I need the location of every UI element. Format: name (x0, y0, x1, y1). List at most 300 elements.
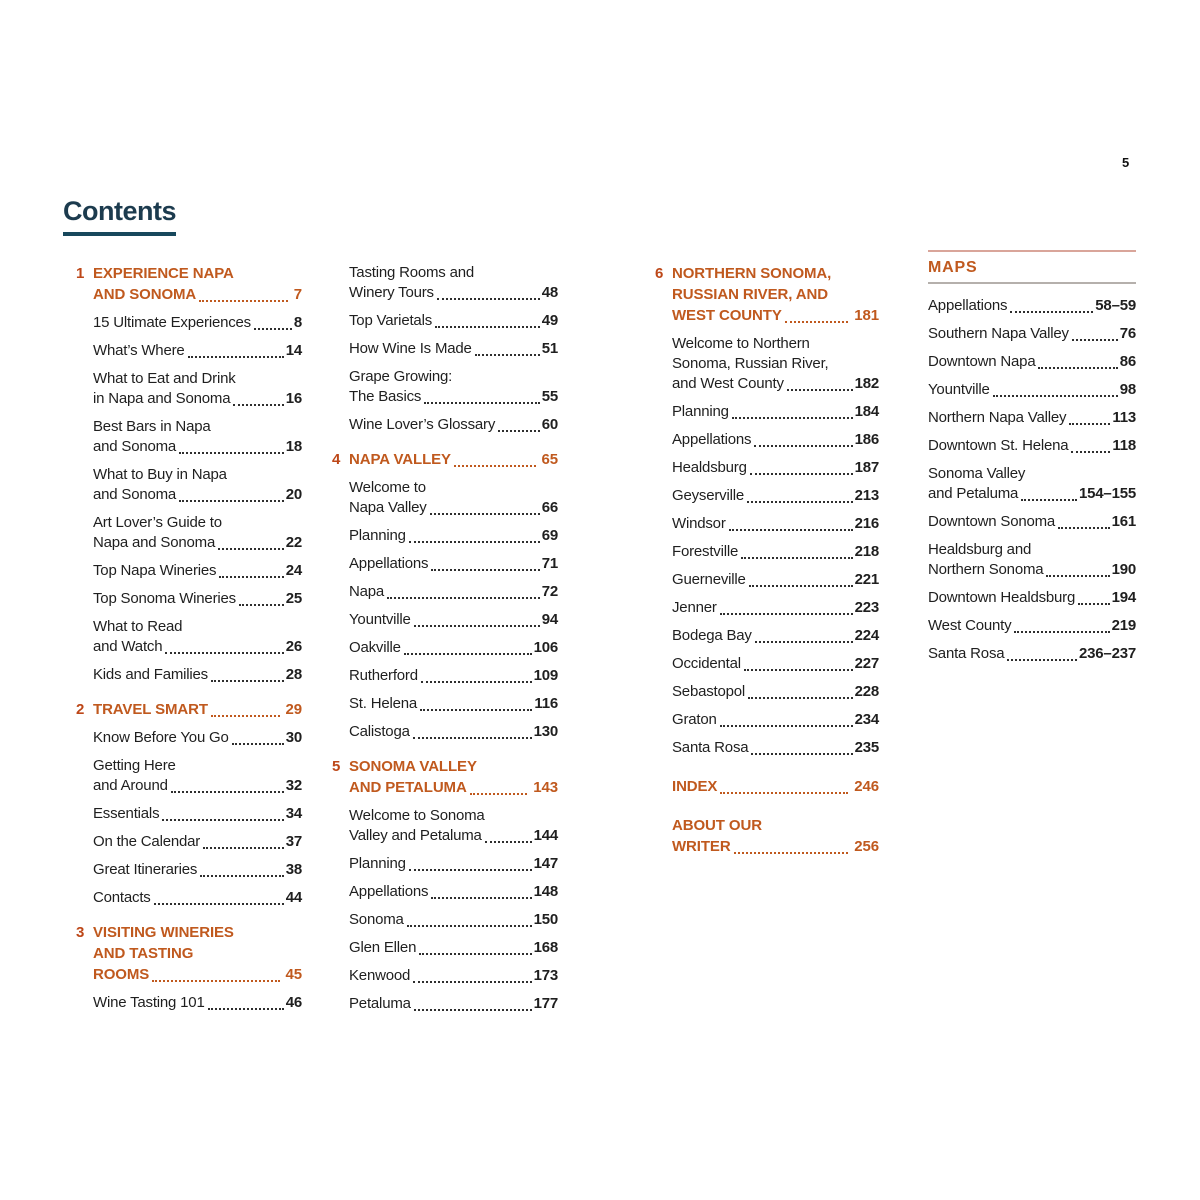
entry-label-line: Getting Here (93, 757, 176, 774)
entry-row (928, 408, 1136, 428)
page-number: 181 (854, 307, 879, 324)
page-number: 60 (541, 416, 558, 433)
entry-label-line: EXPERIENCE NAPA (93, 265, 234, 282)
dot-leader (787, 389, 853, 391)
entry-label: Geyserville (672, 487, 744, 504)
toc-entry (928, 616, 1136, 636)
entry-label: West County (928, 617, 1012, 634)
entry-label: Planning (672, 403, 729, 420)
entry-label: Yountville (928, 381, 990, 398)
page-number: 76 (1119, 325, 1136, 342)
toc-entry (672, 570, 879, 590)
entry-row (349, 415, 558, 435)
entry-label: Jenner (672, 599, 717, 616)
toc-entry (93, 465, 302, 505)
page-number: 213 (854, 487, 879, 504)
entry-row (349, 777, 558, 798)
dot-leader (152, 980, 279, 982)
entry-label: Yountville (349, 611, 411, 628)
page-number: 168 (533, 939, 558, 956)
page-number: 44 (285, 889, 302, 906)
dot-leader (1014, 631, 1109, 633)
page-number: 116 (534, 695, 558, 712)
toc-entry (672, 710, 879, 730)
toc-entry (349, 966, 558, 986)
page-number: 256 (854, 838, 879, 855)
entry-label: Occidental (672, 655, 741, 672)
entry-label: Valley and Petaluma (349, 827, 482, 844)
chapter-heading (76, 263, 302, 305)
toc-entry (928, 644, 1136, 664)
entry-row (672, 626, 879, 646)
entry-label-line: Grape Growing: (349, 368, 453, 385)
entry-row (349, 554, 558, 574)
toc-entry (672, 334, 879, 394)
toc-entry (93, 589, 302, 609)
entry-label: Contacts (93, 889, 151, 906)
entry-row (928, 352, 1136, 372)
dot-leader (239, 604, 284, 606)
toc-entry (928, 464, 1136, 504)
entry-label: and Around (93, 777, 168, 794)
entry-row (672, 430, 879, 450)
entry-label: Bodega Bay (672, 627, 752, 644)
dot-leader (485, 841, 532, 843)
toc-entry (928, 408, 1136, 428)
dot-leader (754, 445, 852, 447)
dot-leader (200, 875, 284, 877)
entry-row (672, 486, 879, 506)
entry-row (672, 836, 879, 857)
entry-label: and Watch (93, 638, 163, 655)
toc-entry (349, 722, 558, 742)
entry-row (349, 582, 558, 602)
entry-row (672, 682, 879, 702)
maps-bottom-rule (928, 282, 1136, 284)
chapter-number: 1 (76, 265, 85, 282)
entry-label: NAPA VALLEY (349, 451, 451, 468)
dot-leader (162, 819, 283, 821)
page-number: 49 (541, 312, 558, 329)
entry-row (928, 436, 1136, 456)
toc-entry (928, 352, 1136, 372)
dot-leader (470, 793, 528, 795)
page-number: 58–59 (1095, 297, 1136, 314)
dot-leader (993, 395, 1118, 397)
dot-leader (749, 585, 853, 587)
entry-row (928, 512, 1136, 532)
entry-row (349, 722, 558, 742)
page-number: 55 (541, 388, 558, 405)
entry-row (349, 966, 558, 986)
entry-label: Wine Lover’s Glossary (349, 416, 496, 433)
toc-entry (349, 910, 558, 930)
dot-leader (475, 354, 540, 356)
page-number: 173 (533, 967, 558, 984)
entry-label: Windsor (672, 515, 726, 532)
dot-leader (454, 465, 536, 467)
entry-label: Wine Tasting 101 (93, 994, 205, 1011)
dot-leader (414, 625, 540, 627)
entry-row (93, 699, 302, 720)
page-number: 14 (285, 342, 302, 359)
dot-leader (430, 513, 540, 515)
toc-entry (349, 415, 558, 435)
toc-entry (672, 738, 879, 758)
chapter-number: 6 (655, 265, 664, 282)
toc-entry (928, 296, 1136, 316)
dot-leader (414, 1009, 532, 1011)
maps-column (928, 250, 1136, 672)
toc-entry (349, 882, 558, 902)
toc-entry (349, 263, 558, 303)
page-number: 228 (854, 683, 879, 700)
entry-label: How Wine Is Made (349, 340, 472, 357)
dot-leader (729, 529, 853, 531)
entry-label: Healdsburg (672, 459, 747, 476)
entry-label: Oakville (349, 639, 401, 656)
entry-label: Downtown St. Helena (928, 437, 1069, 454)
page-number: 51 (541, 340, 558, 357)
toc-entry (93, 804, 302, 824)
entry-label: Planning (349, 855, 406, 872)
entry-label: Essentials (93, 805, 160, 822)
entry-row (672, 776, 879, 797)
entry-label: Top Sonoma Wineries (93, 590, 236, 607)
toc-entry (672, 598, 879, 618)
backmatter-heading (672, 815, 879, 857)
entry-row (672, 738, 879, 758)
dot-leader (732, 417, 853, 419)
entry-label-line: Art Lover’s Guide to (93, 514, 222, 531)
page-number: 182 (854, 375, 879, 392)
page-number: 236–237 (1079, 645, 1136, 662)
toc-entry (93, 561, 302, 581)
dot-leader (750, 473, 853, 475)
dot-leader (720, 792, 848, 794)
toc-entry (93, 369, 302, 409)
page-number: 106 (533, 639, 558, 656)
dot-leader (1078, 603, 1109, 605)
entry-row (349, 526, 558, 546)
toc-entry (672, 542, 879, 562)
maps-top-rule (928, 250, 1136, 252)
toc-entry (93, 728, 302, 748)
page-number: 38 (285, 861, 302, 878)
dot-leader (413, 981, 531, 983)
dot-leader (431, 897, 531, 899)
entry-label: and Sonoma (93, 486, 177, 503)
entry-row (93, 313, 302, 333)
page-number: 25 (285, 590, 302, 607)
page-number: 29 (285, 701, 302, 718)
page-number: 234 (854, 711, 879, 728)
entry-row (349, 311, 558, 331)
entry-label-line: NORTHERN SONOMA, (672, 265, 832, 282)
entry-label: Appellations (928, 297, 1008, 314)
entry-label: The Basics (349, 388, 422, 405)
page-number: 130 (533, 723, 558, 740)
entry-row (93, 533, 302, 553)
entry-row (672, 598, 879, 618)
entry-label: Northern Napa Valley (928, 409, 1067, 426)
entry-row (672, 542, 879, 562)
page-number: 71 (541, 555, 558, 572)
toc-entry (93, 617, 302, 657)
entry-label: Graton (672, 711, 717, 728)
dot-leader (404, 653, 532, 655)
entry-label: ROOMS (93, 966, 150, 983)
page-number: 194 (1111, 589, 1136, 606)
entry-label: Calistoga (349, 723, 410, 740)
toc-column-1 (76, 263, 302, 1021)
page-number: 7 (293, 286, 302, 303)
dot-leader (751, 753, 852, 755)
toc-entry (672, 458, 879, 478)
dot-leader (420, 709, 532, 711)
entry-label: Appellations (672, 431, 752, 448)
entry-row (349, 498, 558, 518)
dot-leader (734, 852, 849, 854)
page-number: 144 (533, 827, 558, 844)
entry-label-line: Healdsburg and (928, 541, 1032, 558)
toc-entry (928, 512, 1136, 532)
page-number: 227 (854, 655, 879, 672)
dot-leader (232, 743, 284, 745)
entry-row (928, 324, 1136, 344)
entry-label: Santa Rosa (928, 645, 1005, 662)
entry-label-line: What to Eat and Drink (93, 370, 236, 387)
dot-leader (741, 557, 852, 559)
entry-row (93, 485, 302, 505)
entry-row (93, 728, 302, 748)
toc-entry (672, 486, 879, 506)
toc-entry (93, 860, 302, 880)
chapter-number: 3 (76, 924, 85, 941)
toc-entry (928, 324, 1136, 344)
page-number: 24 (285, 562, 302, 579)
page-number: 216 (854, 515, 879, 532)
entry-label: and Petaluma (928, 485, 1019, 502)
entry-label: Southern Napa Valley (928, 325, 1069, 342)
chapter-heading (76, 699, 302, 720)
entry-row (928, 484, 1136, 504)
toc-entry (349, 638, 558, 658)
toc-entry (672, 654, 879, 674)
dot-leader (435, 326, 540, 328)
dot-leader (755, 641, 853, 643)
entry-label: Napa (349, 583, 385, 600)
page-number: 69 (541, 527, 558, 544)
entry-row (93, 341, 302, 361)
chapter-heading (76, 922, 302, 985)
page-number: 224 (854, 627, 879, 644)
entry-label-line: Welcome to Sonoma (349, 807, 485, 824)
entry-row (349, 882, 558, 902)
page-number: 98 (1119, 381, 1136, 398)
toc-entry (349, 311, 558, 331)
page-number: 34 (285, 805, 302, 822)
entry-row (672, 710, 879, 730)
page-number: 28 (285, 666, 302, 683)
entry-row (672, 570, 879, 590)
toc-entry (349, 526, 558, 546)
backmatter-heading (672, 776, 879, 797)
toc-entry (93, 832, 302, 852)
maps-heading: MAPS (928, 259, 978, 276)
page-number: 187 (854, 459, 879, 476)
entry-label: Northern Sonoma (928, 561, 1044, 578)
toc-entry (672, 402, 879, 422)
dot-leader (720, 725, 853, 727)
entry-row (93, 993, 302, 1013)
page-number: 235 (854, 739, 879, 756)
page-number: 86 (1119, 353, 1136, 370)
dot-leader (431, 569, 539, 571)
chapter-number: 5 (332, 758, 341, 775)
dot-leader (211, 715, 280, 717)
page-number: 32 (285, 777, 302, 794)
page-number: 150 (533, 911, 558, 928)
page-number: 118 (1112, 437, 1136, 454)
entry-row (672, 654, 879, 674)
page-number: 161 (1111, 513, 1136, 530)
page-number: 94 (541, 611, 558, 628)
entry-row (349, 339, 558, 359)
dot-leader (203, 847, 284, 849)
entry-label-line: Best Bars in Napa (93, 418, 211, 435)
folio-page-number: 5 (1122, 155, 1130, 170)
dot-leader (171, 791, 284, 793)
entry-label: On the Calendar (93, 833, 201, 850)
entry-label: Forestville (672, 543, 739, 560)
dot-leader (211, 680, 284, 682)
toc-entry (349, 582, 558, 602)
entry-label: Top Varietals (349, 312, 432, 329)
dot-leader (409, 869, 532, 871)
dot-leader (387, 597, 540, 599)
entry-label-line: Tasting Rooms and (349, 264, 475, 281)
entry-label: WEST COUNTY (672, 307, 782, 324)
toc-entry (93, 993, 302, 1013)
entry-label: Downtown Napa (928, 353, 1036, 370)
dot-leader (720, 613, 853, 615)
toc-entry (928, 380, 1136, 400)
entry-label: AND SONOMA (93, 286, 197, 303)
dot-leader (744, 669, 853, 671)
entry-row (928, 644, 1136, 664)
entry-row (93, 389, 302, 409)
dot-leader (1010, 311, 1093, 313)
entry-label: Glen Ellen (349, 939, 417, 956)
entry-row (93, 964, 302, 985)
entry-label: Sebastopol (672, 683, 746, 700)
page-number: 221 (854, 571, 879, 588)
toc-entry (93, 888, 302, 908)
entry-label: Guerneville (672, 571, 746, 588)
entry-label: INDEX (672, 778, 718, 795)
entry-row (349, 826, 558, 846)
toc-entry (672, 682, 879, 702)
toc-entry (928, 588, 1136, 608)
dot-leader (233, 404, 283, 406)
dot-leader (188, 356, 284, 358)
entry-label: Kenwood (349, 967, 411, 984)
entry-row (928, 296, 1136, 316)
page-number: 190 (1111, 561, 1136, 578)
chapter-heading (655, 263, 879, 326)
toc-entry (349, 367, 558, 407)
toc-entry (349, 854, 558, 874)
entry-label-line: Sonoma Valley (928, 465, 1026, 482)
entry-row (93, 637, 302, 657)
entry-row (93, 776, 302, 796)
toc-column-2 (332, 263, 558, 1022)
entry-row (928, 560, 1136, 580)
entry-row (672, 305, 879, 326)
entry-label: and Sonoma (93, 438, 177, 455)
entry-row (349, 387, 558, 407)
dot-leader (785, 321, 849, 323)
page-number: 184 (854, 403, 879, 420)
entry-label: Santa Rosa (672, 739, 749, 756)
entry-label: WRITER (672, 838, 731, 855)
dot-leader (409, 541, 540, 543)
entry-label: Appellations (349, 555, 429, 572)
entry-row (349, 994, 558, 1014)
page-number: 147 (533, 855, 558, 872)
page-number: 148 (533, 883, 558, 900)
entry-row (672, 374, 879, 394)
page-number: 37 (285, 833, 302, 850)
entry-label: 15 Ultimate Experiences (93, 314, 251, 331)
page-number: 66 (541, 499, 558, 516)
entry-label-line: AND TASTING (93, 945, 194, 962)
entry-label-line: RUSSIAN RIVER, AND (672, 286, 828, 303)
page-number: 154–155 (1079, 485, 1136, 502)
entry-row (928, 616, 1136, 636)
page-number: 143 (533, 779, 558, 796)
entry-row (928, 380, 1136, 400)
entry-row (349, 666, 558, 686)
page-title: Contents (63, 196, 176, 236)
entry-label: in Napa and Sonoma (93, 390, 231, 407)
entry-label: AND PETALUMA (349, 779, 467, 796)
entry-label: What’s Where (93, 342, 185, 359)
entry-label-line: What to Read (93, 618, 183, 635)
dot-leader (1071, 451, 1110, 453)
page-number: 26 (285, 638, 302, 655)
entry-label-line: Welcome to (349, 479, 426, 496)
dot-leader (254, 328, 292, 330)
entry-row (349, 854, 558, 874)
toc-entry (349, 694, 558, 714)
page-number: 8 (293, 314, 302, 331)
toc-entry (672, 430, 879, 450)
dot-leader (1069, 423, 1110, 425)
entry-label: TRAVEL SMART (93, 701, 208, 718)
page-number: 16 (285, 390, 302, 407)
toc-entry (928, 540, 1136, 580)
entry-row (93, 860, 302, 880)
toc-entry (928, 436, 1136, 456)
toc-entry (93, 756, 302, 796)
page-number: 246 (854, 778, 879, 795)
toc-entry (349, 610, 558, 630)
entry-row (93, 665, 302, 685)
dot-leader (407, 925, 532, 927)
entry-label: Downtown Healdsburg (928, 589, 1076, 606)
